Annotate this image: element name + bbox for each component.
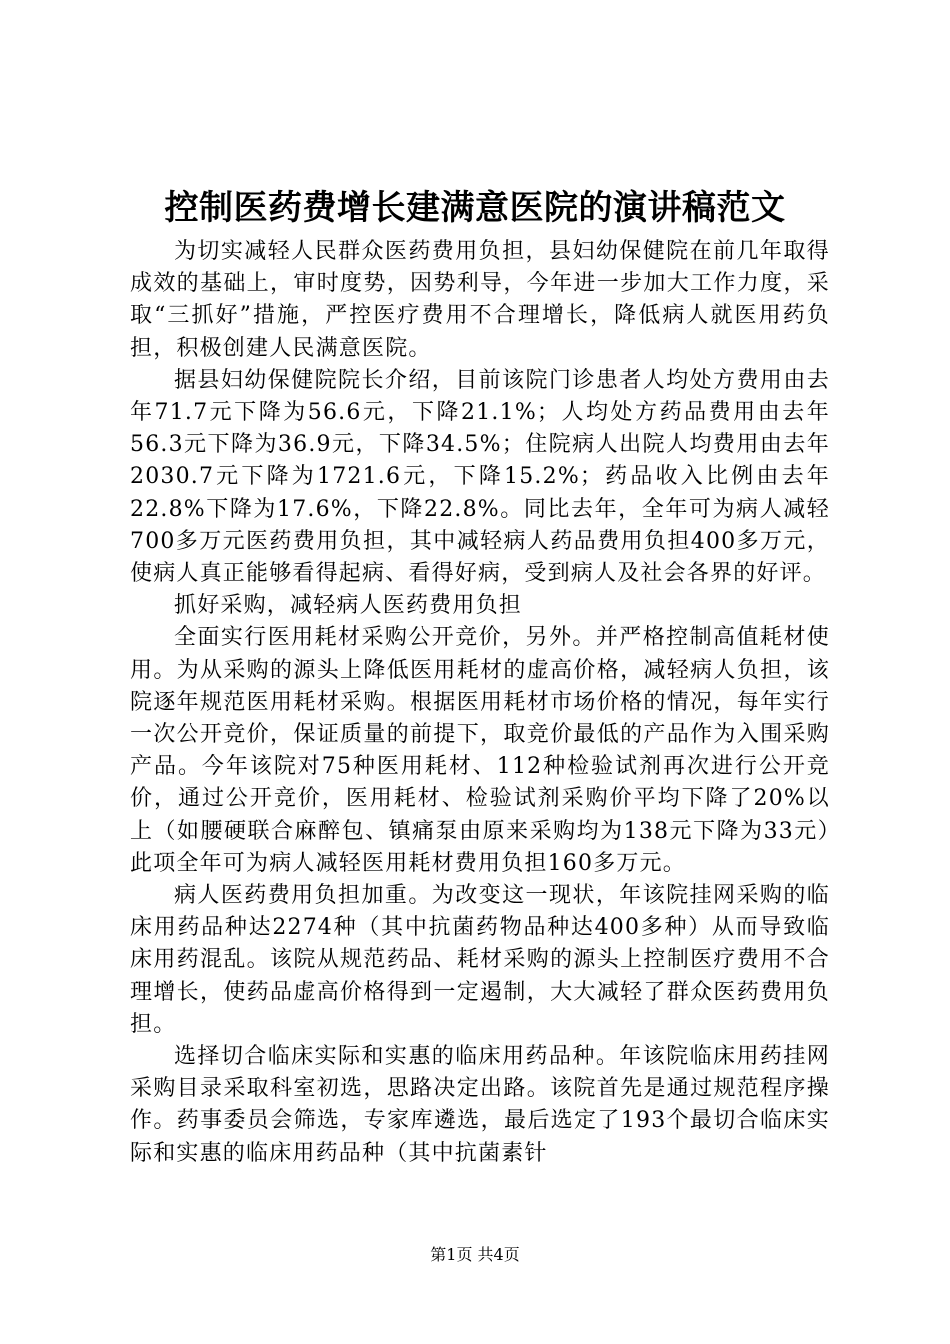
paragraph-drug-burden: 病人医药费用负担加重。为改变这一现状，年该院挂网采购的临床用药品种达2274种（其中抗菌药物品种达400多种）从而导致临床用药混乱。该院从规范药品、耗材采购的源头上控制医疗费用不合理增长，使药品虚高价格得到一定遏制，大大减轻了群众医药费用负担。 xyxy=(130,883,830,1037)
document-body xyxy=(130,236,830,1170)
paragraph-statistics: 据县妇幼保健院院长介绍，目前该院门诊患者人均处方费用由去年71.7元下降为56.6元，下降21.1%；人均处方药品费用由去年56.3元下降为36.9元，下降34.5%；住院病人出院人均费用由去年2030.7元下降为1721.6元，下降15.2%；药品收入比例由去年22.8%下降为17.6%，下降22.8%。同比去年，全年可为病人减轻700多万元医药费用负担，其中减轻病人药品费用负担400多万元，使病人真正能够看得起病、看得好病，受到病人及社会各界的好评。 xyxy=(130,367,830,587)
paragraph-intro: 为切实减轻人民群众医药费用负担，县妇幼保健院在前几年取得成效的基础上，审时度势，因势利导，今年进一步加大工作力度，采取“三抓好”措施，严控医疗费用不合理增长，降低病人就医用药负担，积极创建人民满意医院。 xyxy=(130,239,830,361)
paragraph-consumables: 全面实行医用耗材采购公开竞价，另外。并严格控制高值耗材使用。为从采购的源头上降低医用耗材的虚高价格，减轻病人负担，该院逐年规范医用耗材采购。根据医用耗材市场价格的情况，每年实行一次公开竞价，保证质量的前提下，取竞价最低的产品作为入围采购产品。今年该院对75种医用耗材、112种检验试剂再次进行公开竞价，通过公开竞价，医用耗材、检验试剂采购价平均下降了20%以上（如腰硬联合麻醉包、镇痛泵由原来采购均为138元下降为33元）此项全年可为病人减轻医用耗材费用负担160多万元。 xyxy=(130,625,830,876)
paragraph-drug-selection: 选择切合临床实际和实惠的临床用药品种。年该院临床用药挂网采购目录采取科室初选，思路决定出路。该院首先是通过规范程序操作。药事委员会筛选，专家库遴选，最后选定了193个最切合临床实际和实惠的临床用药品种（其中抗菌素针 xyxy=(130,1044,830,1166)
document-title: 控制医药费增长建满意医院的演讲稿范文 xyxy=(164,188,786,228)
section-heading-procurement: 抓好采购，减轻病人医药费用负担 xyxy=(174,593,523,619)
page-footer: 第1页 共4页 xyxy=(430,1245,520,1264)
